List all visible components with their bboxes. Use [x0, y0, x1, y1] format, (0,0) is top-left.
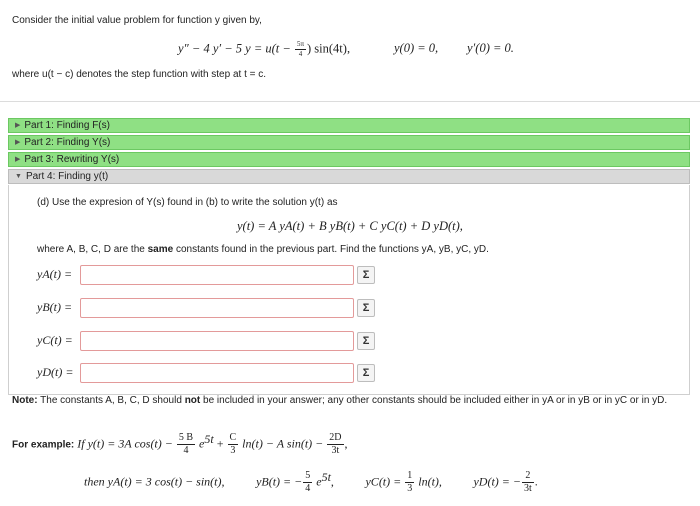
solution-form: y(t) = A yA(t) + B yB(t) + C yC(t) + D yD(t),	[237, 219, 463, 233]
ya-input[interactable]	[80, 265, 354, 285]
chevron-right-icon: ▶	[15, 139, 21, 146]
example-line: For example: If y(t) = 3A cos(t) − $\frac{5 B}{4}$ $e^{5t}$ + $\frac{C}{3}$ ln(t) − A sin(t) − $\frac{2D}{3t}$ ,	[12, 432, 348, 457]
chevron-right-icon: ▶	[15, 122, 21, 129]
yc-input[interactable]	[80, 331, 354, 351]
initial-condition-dy: y′(0) = 0.	[467, 41, 514, 55]
part-3-label: Part 3: Rewriting Y(s)	[24, 154, 120, 165]
yb-label: yB(t) =	[37, 300, 73, 314]
chevron-right-icon: ▶	[15, 156, 21, 163]
yb-input[interactable]	[80, 298, 354, 318]
answer-note: Note: The constants A, B, C, D should not be included in your answer; any other constants should be included either in yA or in yB or in yC or in yD.	[12, 395, 668, 406]
chevron-down-icon: ▼	[15, 173, 22, 180]
part-2-label: Part 2: Finding Y(s)	[24, 137, 111, 148]
yc-sigma-button[interactable]: Σ	[357, 332, 375, 350]
initial-condition-y: y(0) = 0,	[394, 41, 439, 55]
yd-sigma-button[interactable]: Σ	[357, 364, 375, 382]
part-2-accordion[interactable]	[8, 135, 690, 150]
yd-label: yD(t) =	[37, 365, 74, 379]
step-function-note: where u(t − c) denotes the step function with step at t = c.	[12, 69, 267, 80]
part-4-label: Part 4: Finding y(t)	[25, 171, 109, 182]
part-1-label: Part 1: Finding F(s)	[24, 120, 110, 131]
ya-label: yA(t) =	[37, 267, 73, 281]
ya-sigma-button[interactable]: Σ	[357, 266, 375, 284]
yd-input[interactable]	[80, 363, 354, 383]
divider	[0, 101, 700, 102]
part-1-accordion[interactable]	[8, 118, 690, 133]
ode-equation: y″ − 4 y′ − 5 y = u(t − $\frac{5\pi}{4}$ ) sin(4t),	[178, 40, 351, 58]
yb-sigma-button[interactable]: Σ	[357, 299, 375, 317]
part-4-instruction: (d) Use the expresion of Y(s) found in (b) to write the solution y(t) as	[37, 197, 338, 208]
part-4-accordion[interactable]	[8, 169, 690, 184]
part-3-accordion[interactable]	[8, 152, 690, 167]
constants-note: where A, B, C, D are the same constants found in the previous part. Find the functions yA, yB, yC, yD.	[37, 244, 489, 255]
example-result-line: then yA(t) = 3 cos(t) − sin(t), yB(t) = − $\frac{5}{4}$ $e^{5t}$, yC(t) = $\frac{1}{3}$ ln(t), yD(t) = − $\frac{2}{3t}$ .	[84, 470, 538, 495]
yc-label: yC(t) =	[37, 333, 73, 347]
problem-intro: Consider the initial value problem for function y given by,	[12, 15, 262, 26]
